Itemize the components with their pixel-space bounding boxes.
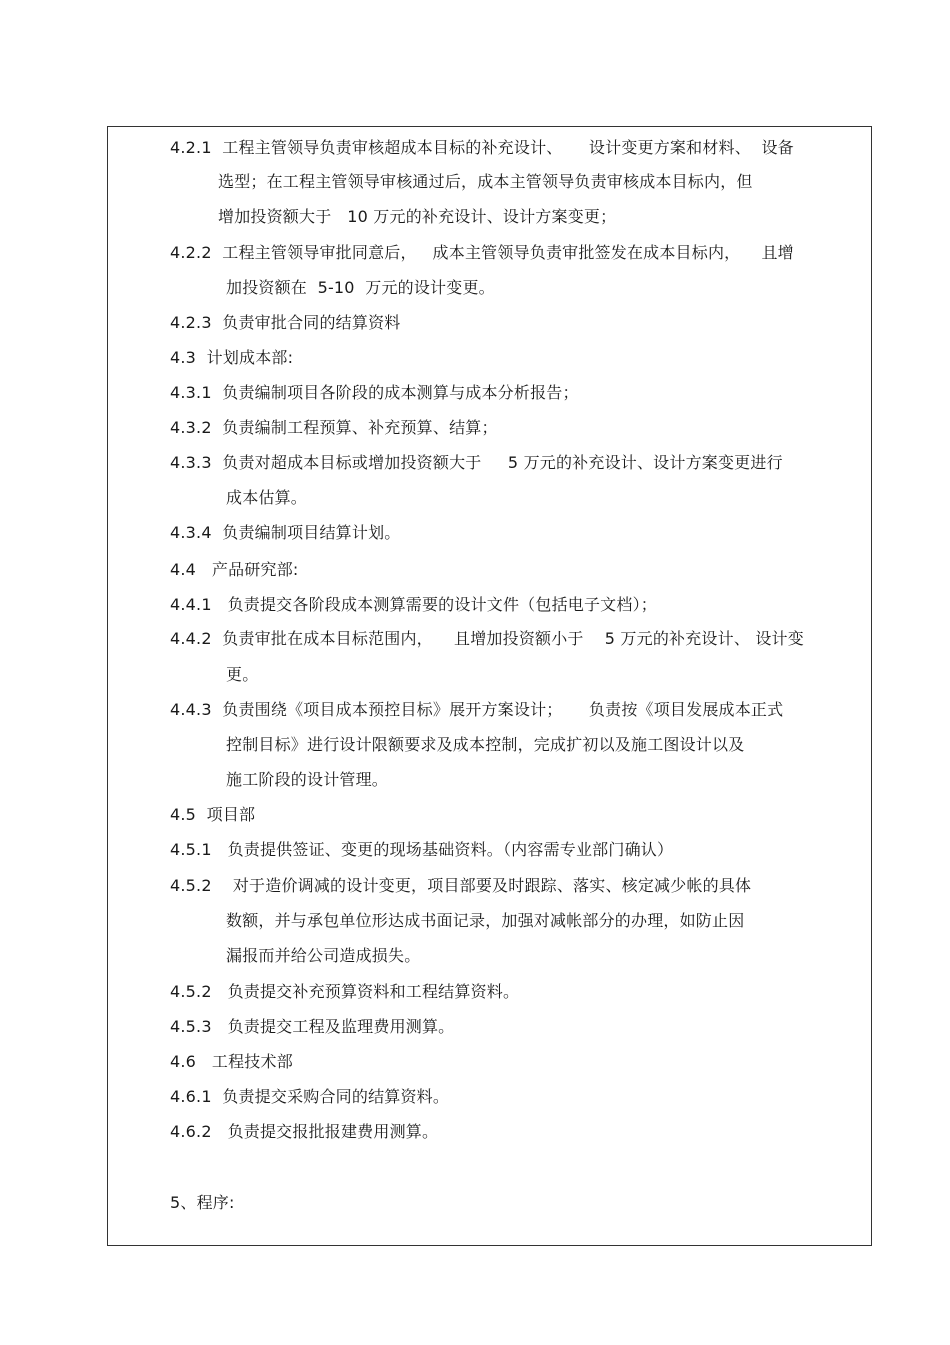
text-line: 成本估算。 — [226, 488, 308, 507]
text-line: 4.5.1 负责提供签证、变更的现场基础资料。（内容需专业部门确认） — [170, 840, 674, 859]
text-line: 施工阶段的设计管理。 — [226, 770, 389, 789]
text-line: 4.5.2 负责提交补充预算资料和工程结算资料。 — [170, 982, 520, 1001]
text-line: 4.4.3 负责围绕《项目成本预控目标》展开方案设计； 负责按《项目发展成本正式 — [170, 700, 784, 719]
text-line: 4.4.1 负责提交各阶段成本测算需要的设计文件（包括电子文档）； — [170, 595, 657, 614]
text-line: 4.3.4 负责编制项目结算计划。 — [170, 523, 401, 542]
text-line: 4.6.2 负责提交报批报建费用测算。 — [170, 1122, 439, 1141]
text-line: 4.3.3 负责对超成本目标或增加投资额大于 5 万元的补充设计、设计方案变更进行 — [170, 453, 783, 472]
text-line: 漏报而并给公司造成损失。 — [226, 946, 421, 965]
text-line: 4.6.1 负责提交采购合同的结算资料。 — [170, 1087, 450, 1106]
text-line: 增加投资额大于 10 万元的补充设计、设计方案变更； — [218, 207, 617, 226]
text-line: 加投资额在 5-10 万元的设计变更。 — [226, 278, 495, 297]
text-line: 数额，并与承包单位形达成书面记录，加强对减帐部分的办理，如防止因 — [226, 911, 745, 930]
text-line: 4.5.2 对于造价调减的设计变更，项目部要及时跟踪、落实、核定减少帐的具体 — [170, 876, 752, 895]
section-heading: 4.3 计划成本部: — [170, 348, 294, 367]
section-heading: 4.4 产品研究部: — [170, 560, 299, 579]
text-line: 4.4.2 负责审批在成本目标范围内， 且增加投资额小于 5 万元的补充设计、 设计变 — [170, 629, 804, 648]
text-line: 选型；在工程主管领导审核通过后，成本主管领导负责审核成本目标内，但 — [218, 172, 753, 191]
text-line: 4.3.1 负责编制项目各阶段的成本测算与成本分析报告； — [170, 383, 579, 402]
text-line: 4.5.3 负责提交工程及监理费用测算。 — [170, 1017, 455, 1036]
section-heading: 4.6 工程技术部 — [170, 1052, 293, 1071]
section-heading: 4.5 项目部 — [170, 805, 256, 824]
section-heading: 5、程序: — [170, 1193, 235, 1212]
text-line: 4.2.1 工程主管领导负责审核超成本目标的补充设计、 设计变更方案和材料、 设备 — [170, 138, 794, 157]
text-line: 4.3.2 负责编制工程预算、补充预算、结算； — [170, 418, 498, 437]
text-line: 更。 — [226, 665, 259, 684]
text-line: 4.2.3 负责审批合同的结算资料 — [170, 313, 401, 332]
text-line: 4.2.2 工程主管领导审批同意后， 成本主管领导负责审批签发在成本目标内， 且增 — [170, 243, 794, 262]
text-line: 控制目标》进行设计限额要求及成本控制，完成扩初以及施工图设计以及 — [226, 735, 745, 754]
